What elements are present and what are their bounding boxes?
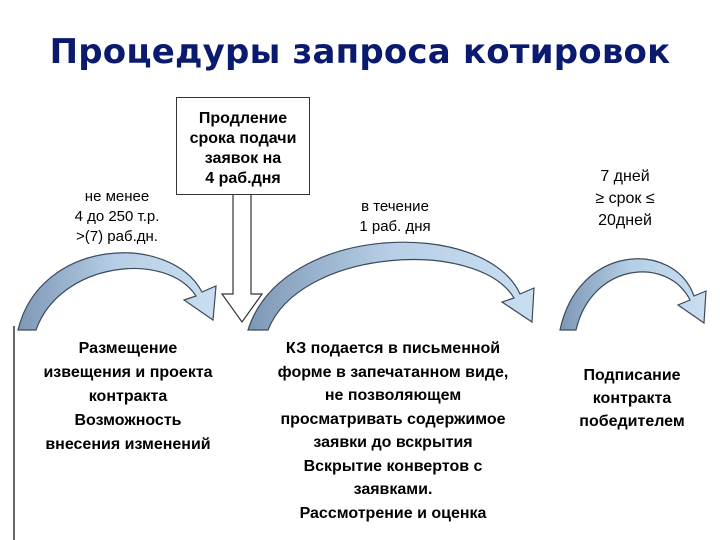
period-label-3: 7 дней ≥ срок ≤ 20дней — [595, 168, 655, 229]
curved-arrow-2 — [248, 242, 534, 330]
stage-bid-submission: КЗ подается в письменной форме в запечатанном виде, не позволяющем просматривать содержимое заявки до вскрытия Вскрытие конвертов с заявками. Рассмотрение и оценка — [277, 340, 509, 522]
extension-note-box: Продление срока подачи заявок на 4 раб.дня — [176, 97, 310, 195]
curved-arrow-3 — [560, 259, 706, 330]
stage-contract-signing: Подписание контракта победителем — [579, 367, 685, 430]
period-label-2: в течение 1 раб. дня — [359, 198, 431, 235]
extension-pointer — [222, 194, 262, 322]
stage-placement: Размещение извещения и проекта контракта Возможность внесения изменений — [43, 340, 213, 453]
period-label-1: не менее 4 до 250 т.р. >(7) раб.дн. — [74, 188, 160, 245]
curved-arrow-1 — [18, 253, 216, 330]
page-title: Процедуры запроса котировок — [49, 32, 671, 72]
